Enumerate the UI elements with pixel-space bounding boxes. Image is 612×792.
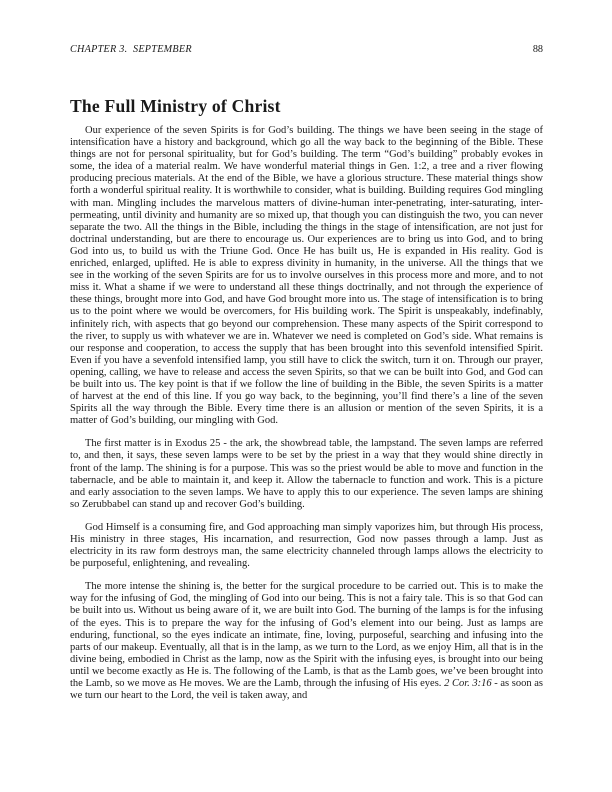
text-run: Our experience of the seven Spirits is for God’s building. The things we have been seeing in the stage of intensification have a history and background, which go all the way back to the beginning of the Bible. These things are not for personal spirituality, but for God’s building. The term “God’s building” probably evokes in some, the idea of a material realm. We have wonderful material things in Gen. 1:2, a tree and a river flowing producing precious materials. At the end of the Bible, we have a glorious structure. These material things show forth a wonderful spiritual reality. It is worthwhile to consider, what is building. Building requires God mingling with man. Mingling includes the marvelous matters of divine-human inter-penetrating, inter-saturating, inter-permeating, until divinity and humanity are so mixed up, that though you can distinguish the two, you can never separate the two. All the things in the Bible, including the things in the stage of intensification, are not just for doctrinal understanding, but are there to encourage us. Our experiences are to bring us into God, and to bring God into us, to build us with the Triune God. Once He has built us, He is expanded in His reality. God is enriched, enlarged, uplifted. He is able to express divinity in humanity, in the universe. All the things that we see in the working of the seven Spirits are for us to involve ourselves in this process more and more, and to not miss it. What a shame if we were to understand all these things doctrinally, and not through the experience of these things, brought more into God, and have God brought more into us. The stage of intensification is to bring us to the point where we would be overcomers, for His building work. The Spirit is unspeakably, indefinably, infinitely rich, with aspects that go beyond our comprehension. These many aspects of the Spirit correspond to the river, to supply us with whatever we are in. Whatever we need is completed on God’s side. What remains is our response and cooperation, to access the supply that has been brought into this sevenfold intensified Spirit. Even if you have a sevenfold intensified lamp, you still have to click the switch, turn it on. Through our prayer, opening, calling, we have to release and access the seven Spirits, so that we can be built into God, and God can be built into us. The key point is that if we follow the line of building in the Bible, the seven Spirits is a matter of harvest at the end of this line. If you go way back, to the beginning, you’ll find there’s a line of the seven Spirits all the way through the Bible. Every time there is an allusion or mention of the seven Spirits, it is a matter of God’s building, our mingling with God.: [70, 125, 543, 427]
body-text: [70, 125, 543, 702]
scripture-reference: 2 Cor. 3:16: [444, 678, 492, 690]
paragraph: [70, 125, 543, 427]
paragraph: [70, 438, 543, 511]
page-number: 88: [532, 44, 543, 55]
text-run: The more intense the shining is, the better for the surgical procedure to be carried out. This is to make the way for the infusing of God, the mingling of God into our being. This is not a fairy tale. This is so that God can be built into us. Without us being aware of it, we are built into God. The burning of the lamps is for the infusing of the eyes. This is to prepare the way for the infusing of God’s element into our being. Just as lamps are enduring, functional, so the eyes indicate an intimate, fine, loving, purposeful, searching and infusing into the parts of our makeup. Eventually, all that is in the lamp, as we turn to the Lord, as we enjoy Him, all that is in the divine being, embodied in Christ as the lamp, now as the Spirit with the infusing eyes, is brought into our being until we become exactly as He is. The following of the Lamb, is that as the Lamb goes, we’ve been brought into the Lamb, so we move as He moves. We are the Lamb, through the infusing of His eyes.: [70, 581, 543, 690]
paragraph: [70, 522, 543, 570]
running-header: [70, 44, 543, 55]
running-header-chapter: CHAPTER 3. SEPTEMBER: [70, 44, 192, 55]
text-run: God Himself is a consuming fire, and God approaching man simply vaporizes him, but through His process, His ministry in three stages, His incarnation, and resurrection, God now passes through a lamp. Just as electricity in its raw form destroys man, the same electricity channeled through lamps allows the electricity to be purposeful, enlightening, and revealing.: [70, 521, 543, 570]
text-run: The first matter is in Exodus 25 - the ark, the showbread table, the lampstand. The seven lamps are referred to, and then, it says, these seven lamps were to be set by the priest in a way that they would shine directly in front of the lamp. The shining is for a purpose. This was so the priest would be able to move and function in the tabernacle, and be able to maintain it, and keep it. Allow the tabernacle to function and work. This is a picture and early association to the seven lamps. We have to apply this to our experience. The seven lamps are shining so Zerubbabel can stand up and recover God’s building.: [70, 438, 543, 510]
text-run: - as soon as we turn our heart to the Lord, the veil is taken away, and: [70, 678, 543, 702]
paragraph: [70, 581, 543, 702]
section-title: The Full Ministry of Christ: [70, 96, 281, 116]
